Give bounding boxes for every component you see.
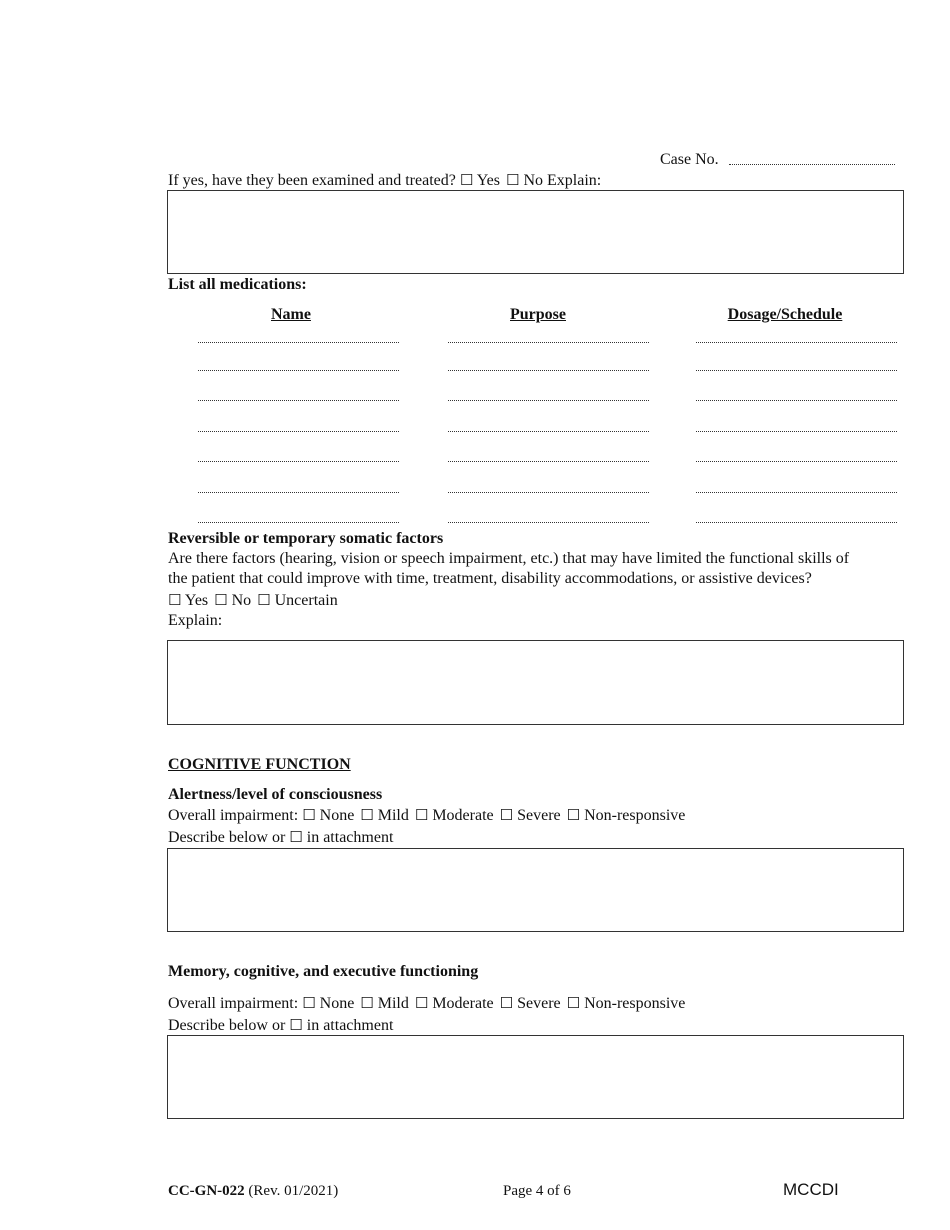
memory-severe-checkbox[interactable]: ☐ xyxy=(499,994,514,1012)
med-purpose-field[interactable] xyxy=(448,400,649,401)
med-dosage-field[interactable] xyxy=(696,400,897,401)
somatic-question-line1: Are there factors (hearing, vision or speech impairment, etc.) that may have limited the functional skills of xyxy=(168,550,850,567)
med-dosage-field[interactable] xyxy=(696,370,897,371)
footer-revision: (Rev. 01/2021) xyxy=(248,1183,339,1199)
med-name-field[interactable] xyxy=(198,400,399,401)
memory-describe-row xyxy=(168,1015,393,1036)
med-col-name: Name xyxy=(271,306,311,323)
med-purpose-field[interactable] xyxy=(448,342,649,343)
case-number-label: Case No. xyxy=(660,151,719,168)
footer-page-number: Page 4 of 6 xyxy=(503,1183,571,1199)
footer-agency: MCCDI xyxy=(783,1180,839,1199)
alertness-nonresponsive-checkbox[interactable]: ☐ xyxy=(566,806,581,824)
somatic-uncertain-label: Uncertain xyxy=(274,592,338,609)
memory-moderate-checkbox[interactable]: ☐ xyxy=(414,994,429,1012)
alertness-moderate-label: Moderate xyxy=(432,807,494,824)
treated-explain-label: Explain: xyxy=(547,172,602,189)
alertness-impairment-row xyxy=(168,805,685,826)
alertness-moderate-checkbox[interactable]: ☐ xyxy=(414,806,429,824)
memory-describe-box[interactable] xyxy=(167,1035,904,1119)
treated-question: If yes, have they been examined and treated? xyxy=(168,172,456,189)
med-purpose-field[interactable] xyxy=(448,461,649,462)
alertness-nonresponsive-label: Non-responsive xyxy=(584,807,686,824)
memory-describe-label: Describe below or xyxy=(168,1017,286,1034)
medications-title: List all medications: xyxy=(168,276,307,293)
med-purpose-field[interactable] xyxy=(448,431,649,432)
med-col-dosage: Dosage/Schedule xyxy=(727,306,843,323)
alertness-severe-checkbox[interactable]: ☐ xyxy=(499,806,514,824)
med-col-purpose: Purpose xyxy=(510,306,566,323)
memory-nonresponsive-label: Non-responsive xyxy=(584,995,686,1012)
med-name-field[interactable] xyxy=(198,342,399,343)
somatic-title: Reversible or temporary somatic factors xyxy=(168,530,444,547)
memory-mild-label: Mild xyxy=(377,995,409,1012)
memory-none-label: None xyxy=(319,995,355,1012)
alertness-attachment-label: in attachment xyxy=(306,829,394,846)
alertness-title: Alertness/level of consciousness xyxy=(168,786,383,803)
med-name-field[interactable] xyxy=(198,431,399,432)
med-name-field[interactable] xyxy=(198,522,399,523)
alertness-describe-label: Describe below or xyxy=(168,829,286,846)
memory-moderate-label: Moderate xyxy=(432,995,494,1012)
med-dosage-field[interactable] xyxy=(696,431,897,432)
memory-attachment-checkbox[interactable]: ☐ xyxy=(289,1016,303,1034)
memory-severe-label: Severe xyxy=(517,995,561,1012)
footer-form-id-row xyxy=(168,1181,338,1201)
med-dosage-field[interactable] xyxy=(696,342,897,343)
med-name-field[interactable] xyxy=(198,461,399,462)
footer-form-id: CC-GN-022 xyxy=(168,1183,245,1199)
cognitive-heading: COGNITIVE FUNCTION xyxy=(168,756,351,773)
alertness-none-label: None xyxy=(319,807,355,824)
med-name-field[interactable] xyxy=(198,492,399,493)
somatic-options-row xyxy=(168,590,338,611)
alertness-impairment-label: Overall impairment: xyxy=(168,807,299,824)
somatic-no-checkbox[interactable]: ☐ xyxy=(214,591,228,609)
treated-question-row xyxy=(168,170,601,191)
alertness-describe-row xyxy=(168,827,393,848)
treated-no-checkbox[interactable]: ☐ xyxy=(506,171,520,189)
somatic-question-line2: the patient that could improve with time, treatment, disability accommodations, or assistive devices? xyxy=(168,570,812,587)
memory-impairment-label: Overall impairment: xyxy=(168,995,299,1012)
memory-nonresponsive-checkbox[interactable]: ☐ xyxy=(566,994,581,1012)
treated-yes-label: Yes xyxy=(476,172,500,189)
alertness-none-checkbox[interactable]: ☐ xyxy=(302,806,316,824)
somatic-yes-checkbox[interactable]: ☐ xyxy=(168,591,182,609)
med-purpose-field[interactable] xyxy=(448,492,649,493)
med-dosage-field[interactable] xyxy=(696,461,897,462)
somatic-explain-box[interactable] xyxy=(167,640,904,725)
alertness-mild-checkbox[interactable]: ☐ xyxy=(360,806,374,824)
memory-impairment-row xyxy=(168,993,685,1014)
memory-mild-checkbox[interactable]: ☐ xyxy=(360,994,374,1012)
somatic-uncertain-checkbox[interactable]: ☐ xyxy=(257,591,271,609)
memory-none-checkbox[interactable]: ☐ xyxy=(302,994,316,1012)
med-name-field[interactable] xyxy=(198,370,399,371)
med-purpose-field[interactable] xyxy=(448,522,649,523)
alertness-attachment-checkbox[interactable]: ☐ xyxy=(289,828,303,846)
somatic-yes-label: Yes xyxy=(184,592,209,609)
memory-title: Memory, cognitive, and executive functioning xyxy=(168,963,479,980)
alertness-mild-label: Mild xyxy=(377,807,409,824)
case-number-field[interactable] xyxy=(729,164,895,165)
med-purpose-field[interactable] xyxy=(448,370,649,371)
somatic-no-label: No xyxy=(231,592,252,609)
alertness-describe-box[interactable] xyxy=(167,848,904,932)
treated-yes-checkbox[interactable]: ☐ xyxy=(459,171,474,189)
treated-explain-box[interactable] xyxy=(167,190,904,274)
med-dosage-field[interactable] xyxy=(696,522,897,523)
alertness-severe-label: Severe xyxy=(517,807,561,824)
memory-attachment-label: in attachment xyxy=(306,1017,394,1034)
med-dosage-field[interactable] xyxy=(696,492,897,493)
treated-no-label: No xyxy=(523,172,544,189)
somatic-explain-label: Explain: xyxy=(168,612,223,629)
